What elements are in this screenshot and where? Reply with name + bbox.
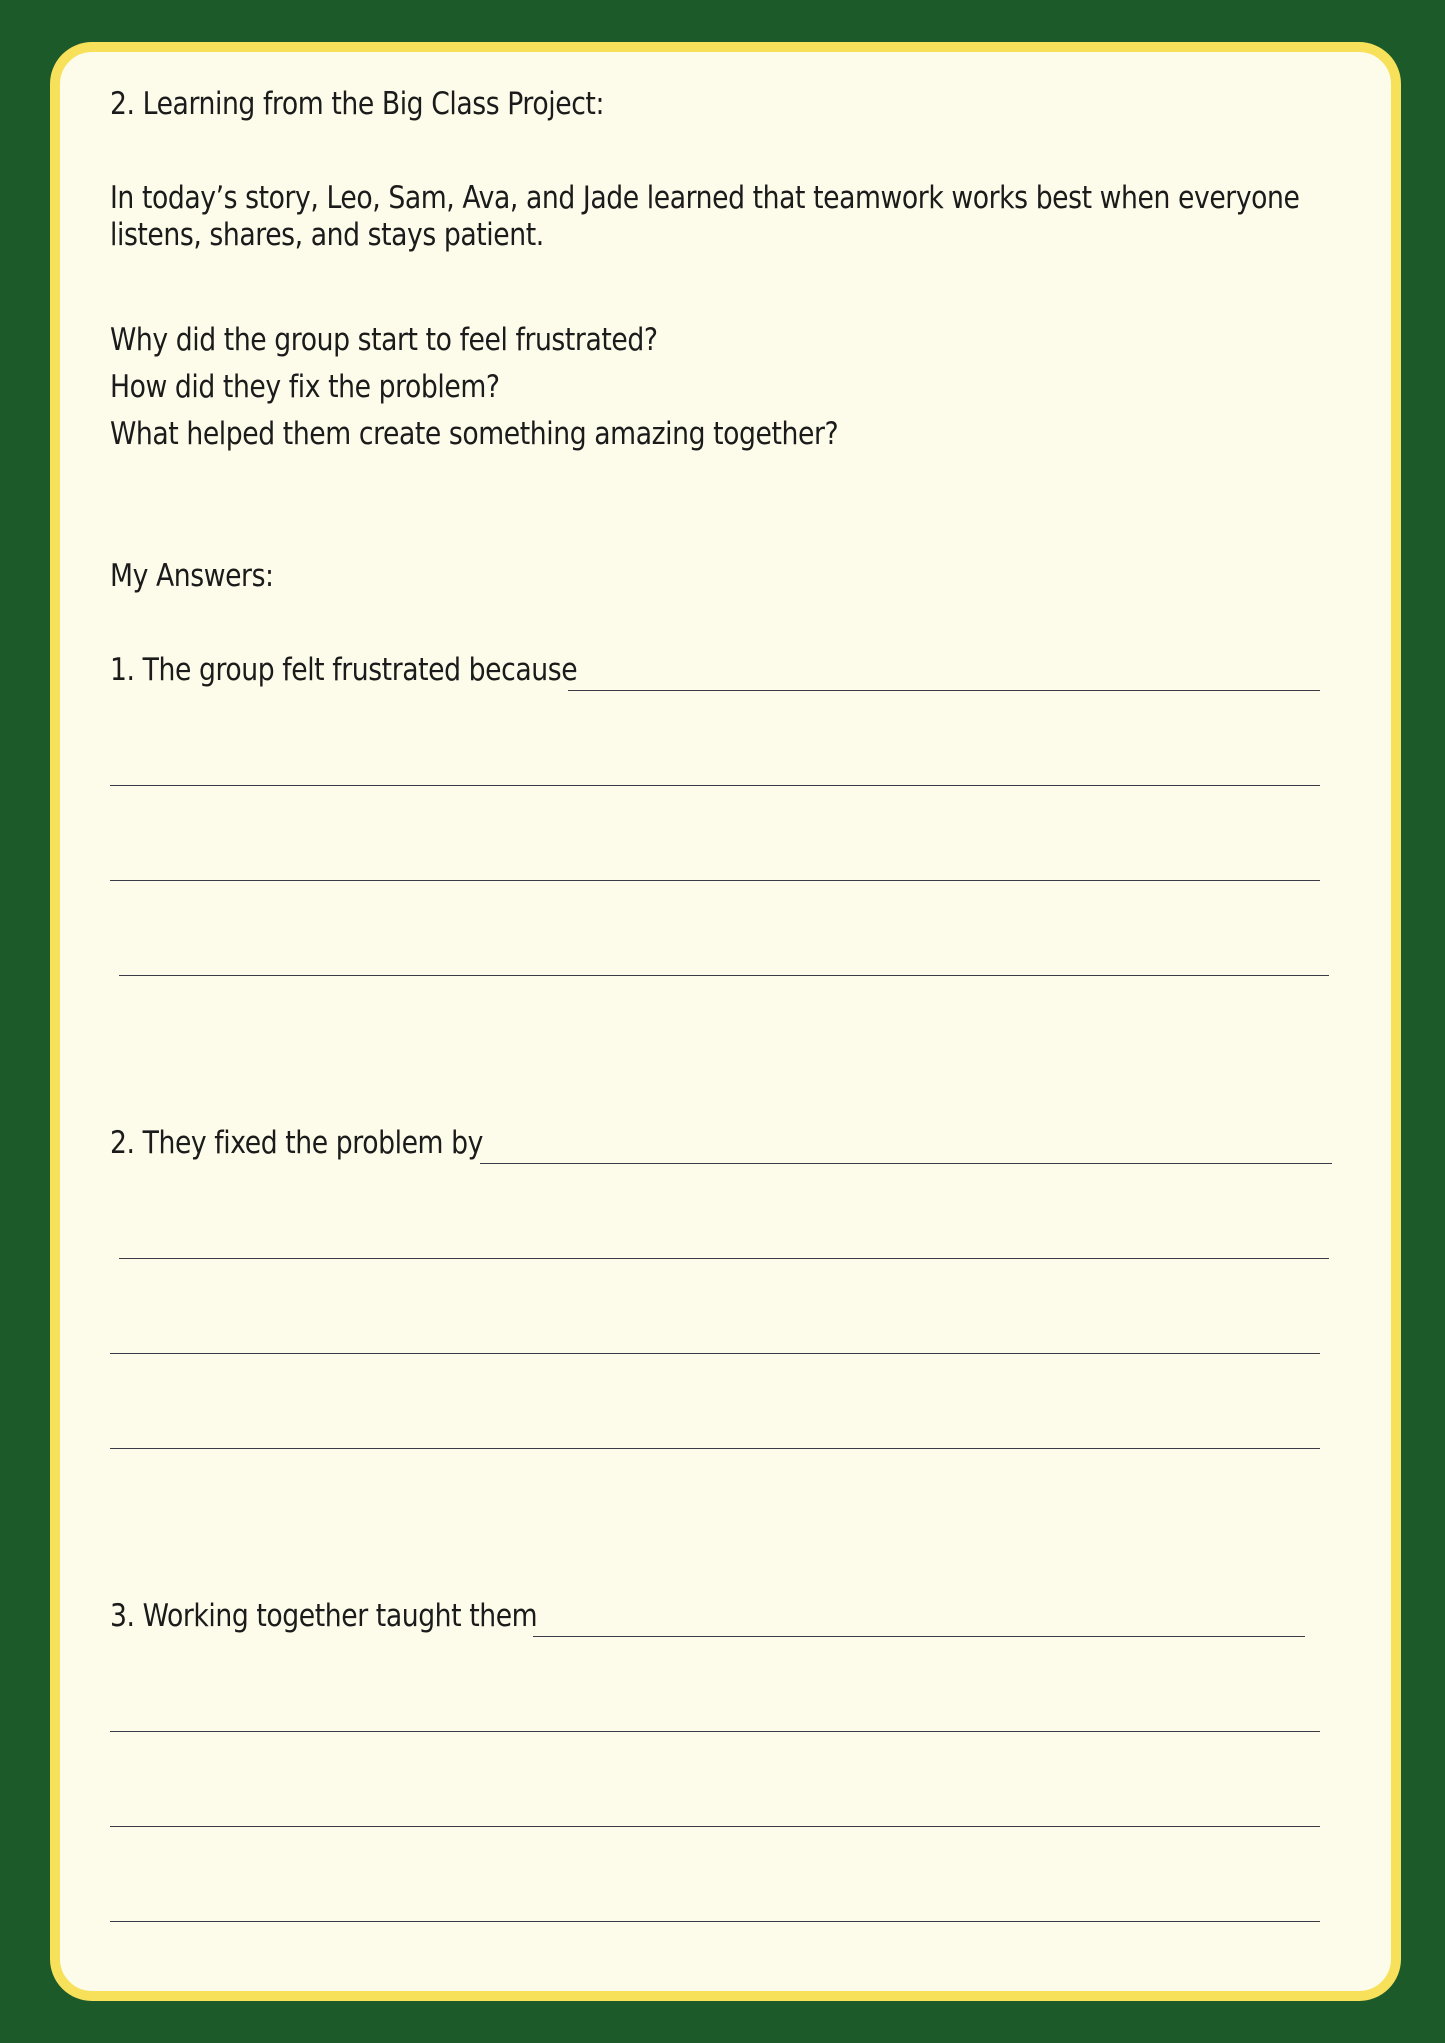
answer-3-line-1[interactable] (533, 1636, 1305, 1637)
answer-prompt-1: 1. The group felt frustrated because (110, 652, 578, 688)
answer-prompt-3: 3. Working together taught them (110, 1598, 538, 1634)
answer-2-line-3[interactable] (110, 1353, 1320, 1354)
answer-2-line-4[interactable] (110, 1448, 1320, 1449)
question-3: What helped them create something amazing together? (110, 416, 839, 452)
answer-1-line-4[interactable] (119, 975, 1329, 976)
answer-1-line-3[interactable] (110, 880, 1320, 881)
answer-2-line-2[interactable] (119, 1258, 1329, 1259)
answer-3-line-4[interactable] (110, 1921, 1320, 1922)
answer-2-line-1[interactable] (480, 1163, 1332, 1164)
answer-3-line-3[interactable] (110, 1826, 1320, 1827)
answer-1-line-1[interactable] (568, 690, 1320, 691)
intro-paragraph: In today’s story, Leo, Sam, Ava, and Jade learned that teamwork works best when everyone listens, shares, and stays patient. (110, 180, 1300, 254)
section-title: 2. Learning from the Big Class Project: (110, 86, 605, 122)
question-1: Why did the group start to feel frustrated? (110, 322, 658, 358)
answers-heading: My Answers: (110, 558, 274, 594)
answer-3-line-2[interactable] (110, 1731, 1320, 1732)
answer-prompt-2: 2. They fixed the problem by (110, 1125, 483, 1161)
question-2: How did they fix the problem? (110, 369, 500, 405)
answer-1-line-2[interactable] (110, 785, 1320, 786)
